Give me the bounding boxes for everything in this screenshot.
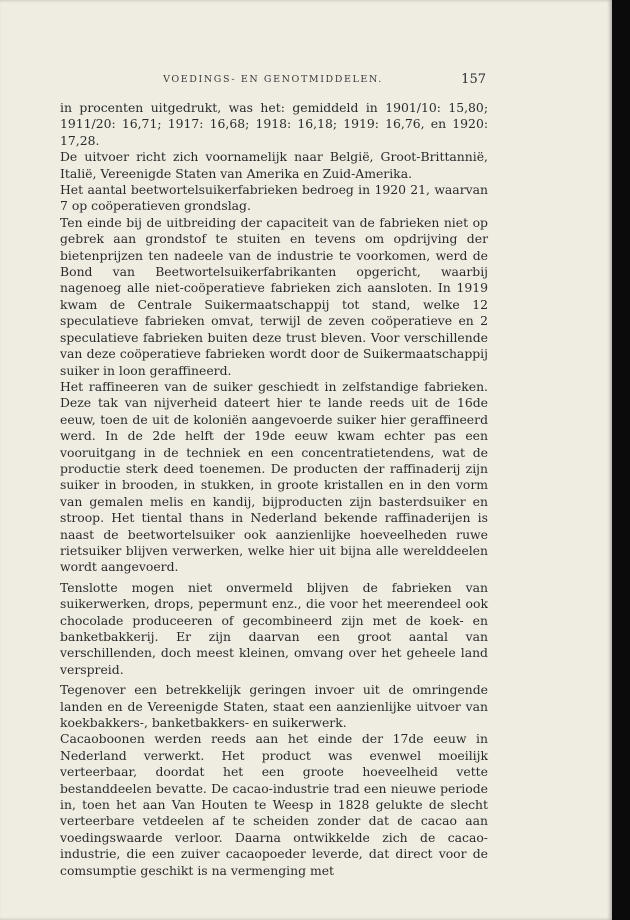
running-title: VOEDINGS- EN GENOTMIDDELEN. <box>163 74 383 85</box>
paragraph: Ten einde bij de uitbreiding der capaciteit van de fabrieken niet op gebrek aan grondstof te stuiten en tevens om opdrijving der bietenprijzen ten nadeele van de industrie te voorkomen, werd de Bond van Beetwortelsuikerfabrikanten opgericht, waarbij nagenoeg alle niet-coöperatieve fabrieken zich aansloten. In 1919 kwam de Centrale Suikermaatschappij tot stand, welke 12 speculatieve fabrieken omvat, terwijl de zeven coöperatieve en 2 speculatieve fabrieken buiten deze trust bleven. Voor verschillende van deze coöperatieve fabrieken wordt door de Suikermaatschappij suiker in loon geraffineerd. <box>60 214 488 378</box>
paragraph: Tenslotte mogen niet onvermeld blijven de fabrieken van suikerwerken, drops, pepermunt enz., die voor het meerendeel ook chocolade produceeren of gecombineerd zijn met de koek- en banketbakkerij. Er zijn daarvan een groot aantal van verschillenden, doch meest kleinen, omvang over het geheele land verspreid. <box>60 579 488 677</box>
paragraph: De uitvoer richt zich voornamelijk naar België, Groot-Brittannië, Italië, Vereenigde Staten van Amerika en Zuid-Amerika. <box>60 149 488 181</box>
paragraph: Cacaoboonen werden reeds aan het einde der 17de eeuw in Nederland verwerkt. Het product was evenwel moeilijk verteerbaar, doordat het een groote hoeveelheid vette bestanddeelen bevatte. De cacao-industrie trad een nieuwe periode in, toen het aan Van Houten te Weesp in 1828 gelukte de slecht verteerbare vetdeelen af te scheiden zonder dat de cacao aan voedingswaarde verloor. Daarna ontwikkelde zich de cacao-industrie, die een zuiver cacaopoeder leverde, dat direct voor de comsumptie geschikt is na vermenging met <box>60 731 488 878</box>
paragraph: Tegenover een betrekkelijk geringen invoer uit de omringende landen en de Vereenigde Staten, staat een aanzienlijke uitvoer van koekbakkers-, banketbakkers- en suikerwerk. <box>60 682 488 731</box>
body-text <box>60 100 488 879</box>
page-number: 157 <box>461 72 486 87</box>
paragraph: Het aantal beetwortelsuikerfabrieken bedroeg in 1920 21, waarvan 7 op coöperatieven grondslag. <box>60 182 488 214</box>
paragraph: in procenten uitgedrukt, was het: gemiddeld in 1901/10: 15,80; 1911/20: 16,71; 1917: 16,68; 1918: 16,18; 1919: 16,76, en 1920: 17,28. <box>60 100 488 148</box>
page-header <box>60 72 486 88</box>
paragraph: Het raffineeren van de suiker geschiedt in zelfstandige fabrieken. Deze tak van nijverheid dateert hier te lande reeds uit de 16de eeuw, toen de uit de koloniën aangevoerde suiker hier geraffineerd werd. In de 2de helft der 19de eeuw kwam echter pas een vooruitgang in de techniek en een concentratietendens, wat de productie sterk deed toenemen. De producten der raffinaderij zijn suiker in brooden, in stukken, in groote kristallen en in den vorm van gemalen melis en kandij, bijproducten zijn basterdsuiker en stroop. Het tiental thans in Nederland bekende raffinaderijen is naast de beetwortelsuiker ook aanzienlijke hoeveelheden ruwe rietsuiker blijven verwerken, welke hier uit bijna alle werelddeelen wordt aangevoerd. <box>60 378 488 575</box>
